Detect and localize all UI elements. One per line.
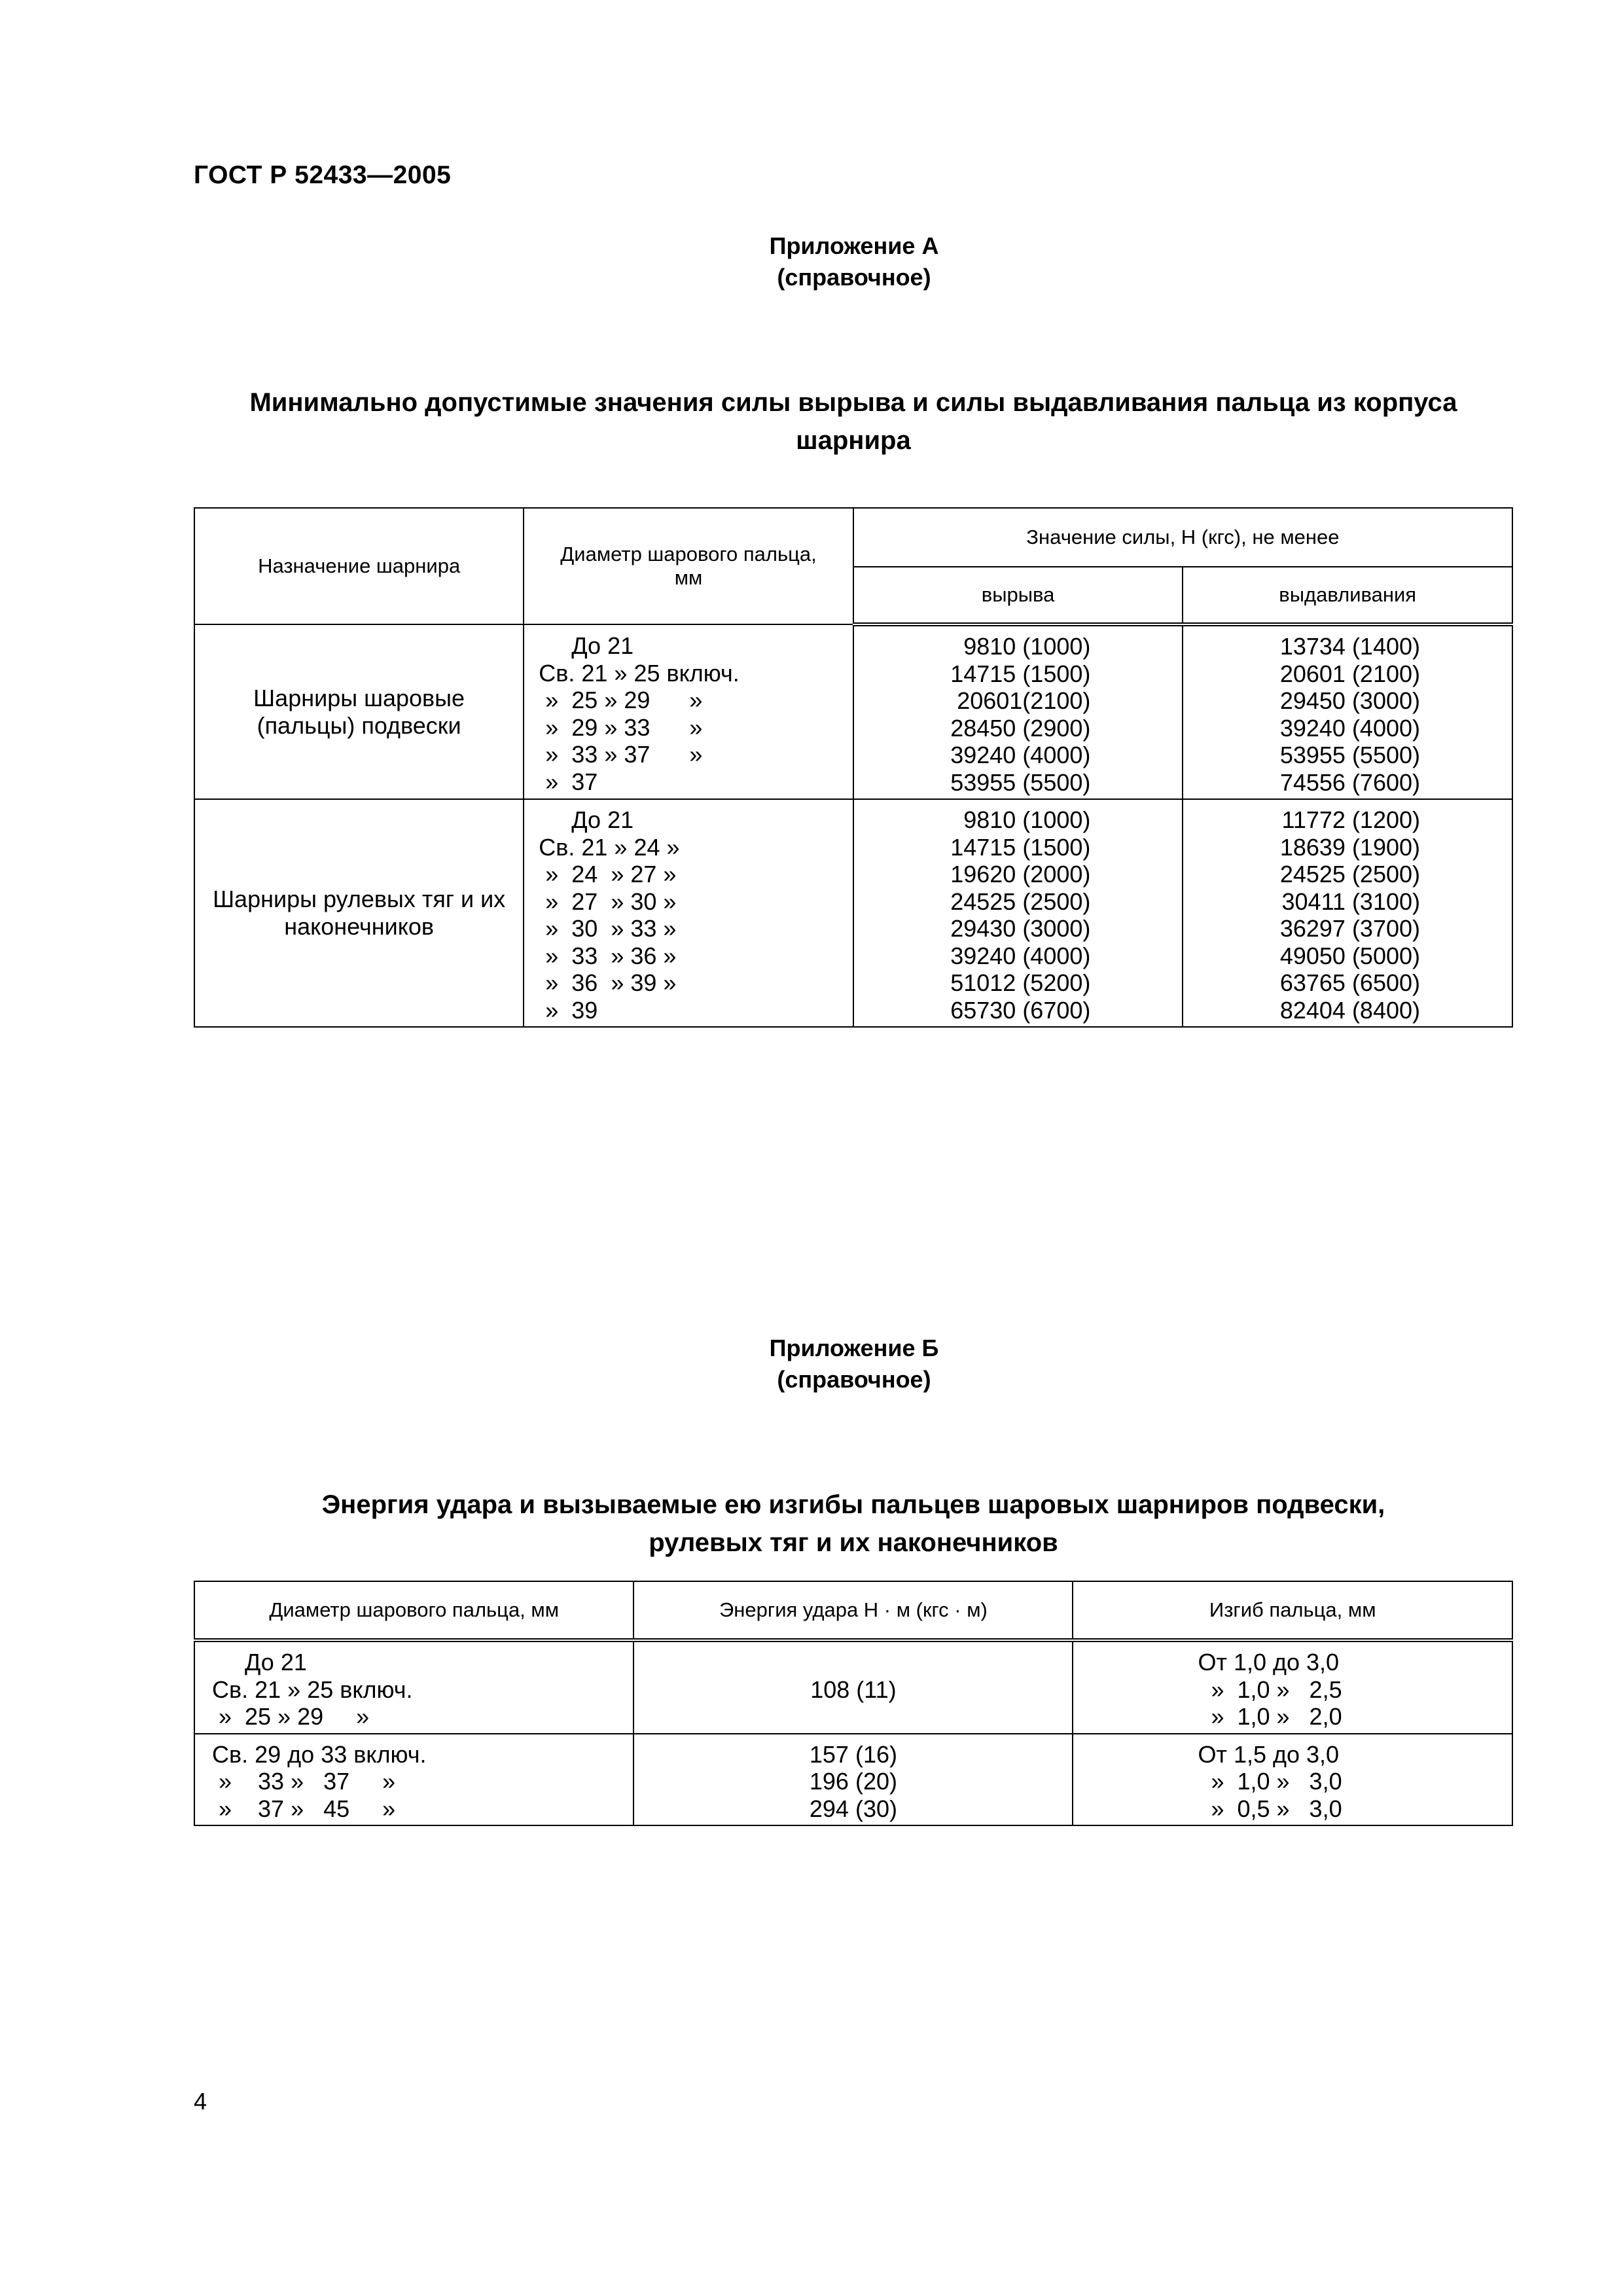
diameter-value: » 27 » 30 » xyxy=(539,888,677,915)
appendix-a-title-line1: Минимально допустимые значения силы вырыва и силы выдавливания пальца из корпуса xyxy=(249,388,1457,417)
b-bend-value: » 1,0 » 2,0 xyxy=(1198,1703,1342,1730)
b-bend-value: » 0,5 » 3,0 xyxy=(1198,1795,1342,1822)
pushout-value: 13734 (1400) xyxy=(1279,633,1420,660)
table-row-steering xyxy=(194,799,1512,1027)
document-code: ГОСТ Р 52433—2005 xyxy=(194,161,452,189)
pushout-value: 18639 (1900) xyxy=(1279,833,1420,861)
appendix-b-title-line1: Энергия удара и вызываемые ею изгибы пальцев шаровых шарниров подвески, xyxy=(321,1490,1385,1519)
b-diameters-2 xyxy=(194,1734,633,1826)
header-b-diameter: Диаметр шарового пальца, мм xyxy=(194,1581,633,1640)
pullout-value: 65730 (6700) xyxy=(950,996,1091,1024)
b-energy-value: 108 (11) xyxy=(810,1676,897,1703)
appendix-b-heading xyxy=(0,1333,1623,1395)
pullout-steering xyxy=(853,799,1183,1027)
table-b-row-1 xyxy=(194,1640,1512,1734)
diameter-value: » 33 » 37 » xyxy=(539,741,703,768)
pushout-value: 49050 (5000) xyxy=(1279,942,1420,969)
diameter-value: » 33 » 36 » xyxy=(539,942,677,969)
b-energy-value: 196 (20) xyxy=(809,1768,897,1795)
pullout-suspension xyxy=(853,624,1183,799)
page-number: 4 xyxy=(194,2088,207,2115)
appendix-a-title-line2: шарнира xyxy=(796,426,911,455)
b-bend-value: » 1,0 » 3,0 xyxy=(1198,1768,1342,1795)
b-diameter-value: Св. 29 до 33 включ. xyxy=(212,1740,427,1768)
purpose-steering xyxy=(194,799,524,1027)
b-bends-2 xyxy=(1073,1734,1512,1826)
diameter-value: » 30 » 33 » xyxy=(539,915,677,942)
pullout-value: 39240 (4000) xyxy=(950,742,1091,768)
b-diameters-1 xyxy=(194,1640,633,1734)
pullout-value: 28450 (2900) xyxy=(950,714,1091,742)
appendix-a-label: Приложение А xyxy=(769,232,939,259)
b-diameter-value: До 21 xyxy=(212,1649,307,1676)
impact-energy-table xyxy=(194,1581,1513,1826)
pullout-value: 14715 (1500) xyxy=(950,660,1091,687)
header-b-bend: Изгиб пальца, мм xyxy=(1073,1581,1512,1640)
pullout-value: 19620 (2000) xyxy=(950,861,1091,888)
diameter-value: » 36 » 39 » xyxy=(539,969,677,996)
pullout-value: 51012 (5200) xyxy=(950,969,1091,996)
appendix-b-kind: (справочное) xyxy=(777,1366,931,1393)
purpose-line: (пальцы) подвески xyxy=(257,711,461,739)
b-diameter-value: » 25 » 29 » xyxy=(212,1703,370,1730)
pullout-value: 9810 (1000) xyxy=(963,806,1091,833)
purpose-line: наконечников xyxy=(284,913,435,940)
b-energy-value: 294 (30) xyxy=(809,1795,897,1822)
pushout-value: 53955 (5500) xyxy=(1279,742,1420,768)
table-b-row-2 xyxy=(194,1734,1512,1826)
table-row-suspension xyxy=(194,624,1512,799)
b-energy-value: 157 (16) xyxy=(809,1740,897,1768)
pushout-value: 24525 (2500) xyxy=(1279,861,1420,888)
pullout-value: 24525 (2500) xyxy=(950,888,1091,915)
diameter-value: До 21 xyxy=(539,806,634,833)
pullout-value: 29430 (3000) xyxy=(950,915,1091,942)
header-pushout: выдавливания xyxy=(1183,567,1512,624)
pushout-value: 63765 (6500) xyxy=(1279,969,1420,996)
purpose-line: Шарниры рулевых тяг и их xyxy=(213,886,506,912)
pullout-value: 20601(2100) xyxy=(957,687,1091,714)
diameter-value: » 29 » 33 » xyxy=(539,713,703,741)
header-force: Значение силы, Н (кгс), не менее xyxy=(853,508,1512,567)
b-diameter-value: » 37 » 45 » xyxy=(212,1795,396,1822)
pushout-steering xyxy=(1183,799,1512,1027)
appendix-b-title xyxy=(194,1486,1513,1562)
diameters-steering xyxy=(524,799,853,1027)
appendix-b-label: Приложение Б xyxy=(769,1335,939,1361)
appendix-a-heading xyxy=(0,230,1623,293)
b-bend-value: От 1,5 до 3,0 xyxy=(1198,1740,1340,1768)
pushout-value: 36297 (3700) xyxy=(1279,915,1420,942)
pushout-value: 11772 (1200) xyxy=(1281,806,1420,833)
pullout-value: 39240 (4000) xyxy=(950,942,1091,969)
header-diameter xyxy=(524,508,853,624)
b-energies-2 xyxy=(633,1734,1073,1826)
diameters-suspension xyxy=(524,624,853,799)
b-energies-1 xyxy=(633,1640,1073,1734)
pull-push-force-table xyxy=(194,507,1513,1028)
b-diameter-value: » 33 » 37 » xyxy=(212,1768,396,1795)
pushout-value: 30411 (3100) xyxy=(1281,888,1420,915)
b-bend-value: От 1,0 до 3,0 xyxy=(1198,1649,1340,1676)
header-diameter-line1: Диаметр шарового пальца, xyxy=(560,543,817,565)
purpose-line: Шарниры шаровые xyxy=(253,684,465,711)
diameter-value: » 24 » 27 » xyxy=(539,861,677,888)
b-bend-value: » 1,0 » 2,5 xyxy=(1198,1676,1342,1703)
header-purpose: Назначение шарнира xyxy=(194,508,524,624)
appendix-a-kind: (справочное) xyxy=(777,264,931,291)
diameter-value: Св. 21 » 25 включ. xyxy=(539,659,740,687)
pullout-value: 14715 (1500) xyxy=(950,833,1091,861)
header-pullout: вырыва xyxy=(853,567,1183,624)
diameter-value: » 37 xyxy=(539,768,598,795)
pullout-value: 9810 (1000) xyxy=(963,633,1091,660)
pushout-value: 39240 (4000) xyxy=(1279,714,1420,742)
b-bends-1 xyxy=(1073,1640,1512,1734)
b-diameter-value: Св. 21 » 25 включ. xyxy=(212,1676,413,1703)
pullout-value: 53955 (5500) xyxy=(950,768,1091,796)
pushout-value: 82404 (8400) xyxy=(1279,996,1420,1024)
diameter-value: До 21 xyxy=(539,632,634,659)
appendix-b-title-line2: рулевых тяг и их наконечников xyxy=(649,1528,1058,1557)
appendix-a-title xyxy=(194,384,1513,459)
purpose-suspension xyxy=(194,624,524,799)
header-diameter-line2: мм xyxy=(674,566,703,589)
pushout-value: 74556 (7600) xyxy=(1279,768,1420,796)
diameter-value: » 25 » 29 » xyxy=(539,687,703,713)
diameter-value: » 39 xyxy=(539,996,598,1024)
pushout-value: 29450 (3000) xyxy=(1279,687,1420,714)
pushout-suspension xyxy=(1183,624,1512,799)
diameter-value: Св. 21 » 24 » xyxy=(539,833,680,861)
pushout-value: 20601 (2100) xyxy=(1279,660,1420,687)
header-b-energy: Энергия удара Н · м (кгс · м) xyxy=(633,1581,1073,1640)
